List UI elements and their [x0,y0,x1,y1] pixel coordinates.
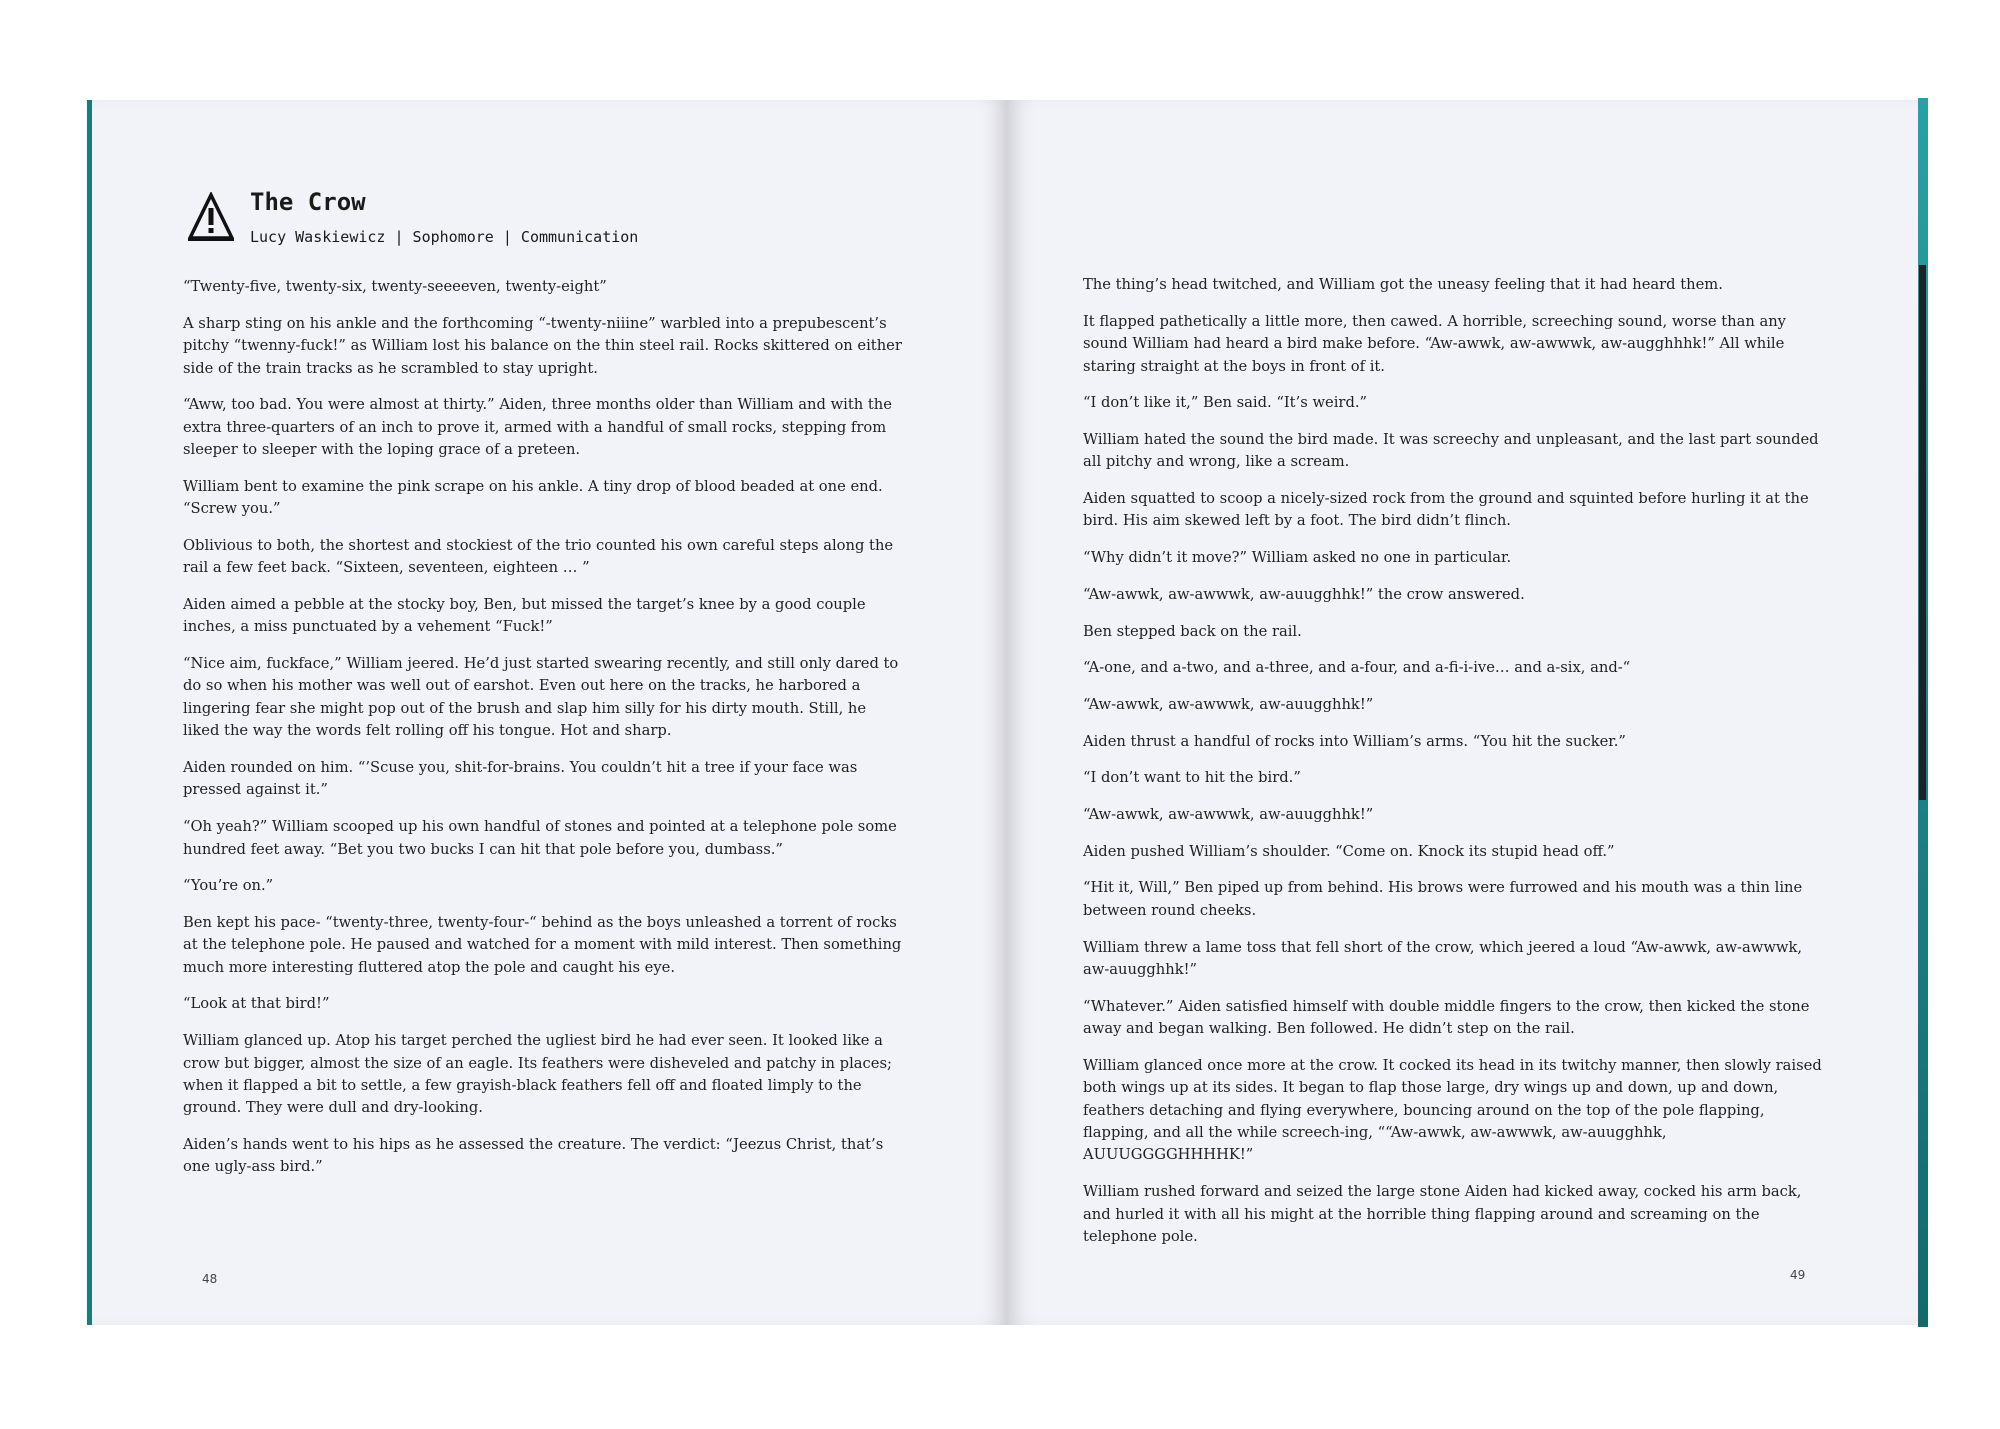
page-number: 48 [202,1272,218,1286]
left-page [87,100,1007,1325]
body-paragraph: Aiden’s hands went to his hips as he assessed the creature. The verdict: “Jeezus Christ, that’s one ugly-ass bird.” [183,1136,884,1176]
right-text-column [1083,274,1823,1263]
body-paragraph: William threw a lame toss that fell short of the crow, which jeered a loud “Aw-awwk, aw-awwwk, aw-auugghhk!” [1083,938,1803,978]
body-paragraph: “I don’t want to hit the bird.” [1083,769,1301,787]
body-paragraph: Aiden squatted to scoop a nicely-sized rock from the ground and squinted before hurling it at the bird. His aim skewed left by a foot. The bird didn’t flinch. [1083,490,1809,530]
body-paragraph: William bent to examine the pink scrape on his ankle. A tiny drop of blood beaded at one end. “Screw you.” [183,477,883,518]
body-paragraph: “Look at that bird!” [183,995,330,1013]
body-paragraph: Aiden aimed a pebble at the stocky boy, Ben, but missed the target’s knee by a good couple inches, a miss punctuated by a vehement “Fuck!” [183,595,866,636]
body-paragraph: Ben stepped back on the rail. [1083,622,1302,640]
body-paragraph: William hated the sound the bird made. It was screechy and unpleasant, and the last part sounded all pitchy and wrong, like a scream. [1083,430,1819,471]
body-paragraph: “You’re on.” [183,877,274,895]
body-paragraph: The thing’s head twitched, and William got the uneasy feeling that it had heard them. [1083,276,1723,293]
left-text-column [183,276,903,1193]
body-paragraph: William glanced up. Atop his target perched the ugliest bird he had ever seen. It looked like a crow but bigger, almost the size of an eagle. Its feathers were disheveled and patchy in places; when it flapped a bit to settle, a few grayish-black feathers fell off and floated limply to the ground. They were dull and dry-looking. [183,1032,892,1117]
body-paragraph: “Twenty-five, twenty-six, twenty-seeeeven, twenty-eight” [183,278,607,295]
body-paragraph: Aiden thrust a handful of rocks into William’s arms. “You hit the sucker.” [1083,732,1626,750]
warning-triangle-icon [188,192,234,242]
body-paragraph: “Nice aim, fuckface,” William jeered. He’d just started swearing recently, and still only dared to do so when his mother was well out of earshot. Even out here on the tracks, he harbored a lingering fear she might pop out of the brush and slap him silly for his dirty mouth. Still, he liked the way the words felt rolling off his tongue. Hot and sharp. [183,655,899,740]
body-paragraph: “I don’t like it,” Ben said. “It’s weird.” [1083,394,1368,412]
body-paragraph: Ben kept his pace- “twenty-three, twenty-four-“ behind as the boys unleashed a torrent of rocks at the telephone pole. He paused and watched for a moment with mild interest. Then something much more interesting fluttered atop the pole and caught his eye. [183,913,902,976]
body-paragraph: “Aww, too bad. You were almost at thirty.” Aiden, three months older than William and with the extra three-quarters of an inch to prove it, armed with a handful of small rocks, stepping from sleeper to sleeper with the loping grace of a preteen. [183,396,892,459]
article-byline: Lucy Waskiewicz | Sophomore | Communication [250,228,639,246]
article-header [188,188,888,252]
body-paragraph: “A-one, and a-two, and a-three, and a-four, and a-fi-i-ive… and a-six, and-“ [1083,659,1631,677]
right-page [1007,100,1922,1325]
body-paragraph: Aiden rounded on him. “’Scuse you, shit-for-brains. You couldn’t hit a tree if your face was pressed against it.” [183,758,858,799]
body-paragraph: “Hit it, Will,” Ben piped up from behind. His brows were furrowed and his mouth was a thin line between round cheeks. [1083,879,1803,919]
body-paragraph: “Aw-awwk, aw-awwwk, aw-auugghhk!” [1083,695,1374,713]
body-paragraph: Aiden pushed William’s shoulder. “Come on. Knock its stupid head off.” [1083,842,1615,860]
body-paragraph: “Aw-awwk, aw-awwwk, aw-auugghhk!” the crow answered. [1083,585,1525,603]
show-through-text [562,186,575,211]
body-paragraph: William glanced once more at the crow. It cocked its head in its twitchy manner, then slowly raised both wings up at its sides. It began to flap those large, dry wings up and down, up and down, feathers detaching and flying everywhere, bouncing around on the top of the pole flapping, flapping, and all the while screech-ing, ““Aw-awwk, aw-awwwk, aw-auugghhk, AUUUGGGGHHHHK!” [1083,1056,1822,1164]
body-paragraph: “Aw-awwk, aw-awwwk, aw-auugghhk!” [1083,806,1374,824]
body-paragraph: “Whatever.” Aiden satisfied himself with double middle fingers to the crow, then kicked the stone away and began walking. Ben followed. He didn’t step on the rail. [1083,997,1810,1038]
body-paragraph: “Oh yeah?” William scooped up his own handful of stones and pointed at a telephone pole some hundred feet away. “Bet you two bucks I can hit that pole before you, dumbass.” [183,818,897,858]
body-paragraph: Oblivious to both, the shortest and stockiest of the trio counted his own careful steps along the rail a few feet back. “Sixteen, seventeen, eighteen … ” [183,536,894,577]
body-paragraph: A sharp sting on his ankle and the forthcoming “-twenty-niiine” warbled into a prepubescent’s pitchy “twenny-fuck!” as William lost his balance on the thin steel rail. Rocks skittered on either side of the train tracks as he scrambled to stay upright. [183,314,902,377]
cover-edge-dark [1919,265,1926,800]
page-number: 49 [1790,1268,1806,1282]
body-paragraph: It flapped pathetically a little more, then cawed. A horrible, screeching sound, worse than any sound William had heard a bird make before. “Aw-awwk, aw-awwwk, aw-augghhhk!” All while staring straight at the boys in front of it. [1083,312,1786,375]
article-title: The Crow [250,188,366,216]
body-paragraph: William rushed forward and seized the large stone Aiden had kicked away, cocked his arm back, and hurled it with all his might at the horrible thing flapping around and screaming on the telephone pole. [1083,1183,1802,1245]
body-paragraph: “Why didn’t it move?” William asked no one in particular. [1083,549,1512,567]
